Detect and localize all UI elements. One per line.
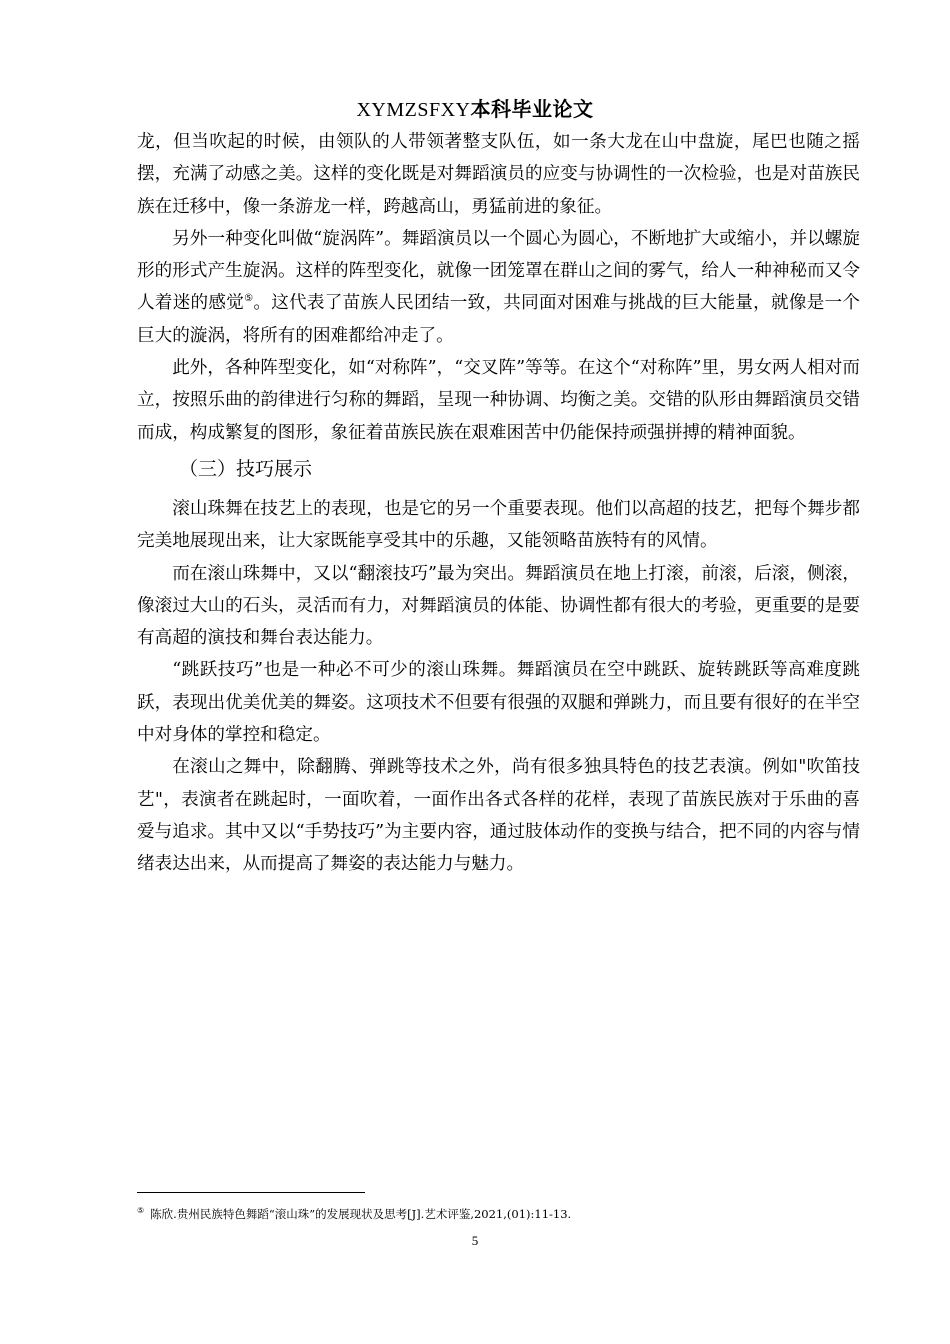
paragraph-text: 另外一种变化叫做“旋涡阵”。舞蹈演员以一个圆心为圆心，不断地扩大或缩小，并以螺旋形的形式产生旋涡。这样的阵型变化，就像一团笼罩在群山之间的雾气，给人一种神秘而又令人着迷的感觉 xyxy=(137,228,860,314)
footnote xyxy=(137,1203,860,1222)
paragraph: “跳跃技巧”也是一种必不可少的滚山珠舞。舞蹈演员在空中跳跃、旋转跳跃等高难度跳跃，表现出优美优美的舞姿。这项技术不但要有很强的双腿和弹跳力，而且要有很好的在半空中对身体的掌控和稳定。 xyxy=(137,660,860,746)
paragraph: 而在滚山珠舞中，又以“翻滚技巧”最为突出。舞蹈演员在地上打滚，前滚，后滚，侧滚，像滚过大山的石头，灵活而有力，对舞蹈演员的体能、协调性都有很大的考验，更重要的是要有高超的演技和舞台表达能力。 xyxy=(137,563,860,649)
paragraph: 在滚山之舞中，除翻腾、弹跳等技术之外，尚有很多独具特色的技艺表演。例如"吹笛技艺"，表演者在跳起时，一面吹着，一面作出各式各样的花样，表现了苗族民族对于乐曲的喜爱与追求。其中又以“手势技巧”为主要内容，通过肢体动作的变换与结合，把不同的内容与情绪表达出来，从而提高了舞姿的表达能力与魅力。 xyxy=(137,757,860,875)
footnote-reference: ⑤ xyxy=(244,293,254,305)
page-number: 5 xyxy=(471,1233,479,1248)
paragraph: 此外，各种阵型变化，如“对称阵”，“交叉阵”等等。在这个“对称阵”里，男女两人相对而立，按照乐曲的韵律进行匀称的舞蹈，呈现一种协调、均衡之美。交错的队形由舞蹈演员交错而成，构成繁复的图形，象征着苗族民族在艰难困苦中仍能保持顽强拼搏的精神面貌。 xyxy=(137,358,860,443)
paragraph-text: 。这代表了苗族人民团结一致，共同面对困难与挑战的巨大能量，就像是一个巨大的漩涡，将所有的困难都给冲走了。 xyxy=(137,293,860,346)
header-code: XYMZSFXY xyxy=(356,99,471,121)
paragraph xyxy=(137,223,860,352)
footnote-mark: ⑤ xyxy=(137,1206,145,1215)
header-title: 本科毕业论文 xyxy=(470,97,594,121)
footnote-text: 陈欣.贵州民族特色舞蹈“滚山珠”的发展现状及思考[J].艺术评鉴,2021,(01):11-13. xyxy=(150,1206,572,1221)
paragraph: 龙，但当吹起的时候，由领队的人带领著整支队伍，如一条大龙在山中盘旋，尾巴也随之摇摆，充满了动感之美。这样的变化既是对舞蹈演员的应变与协调性的一次检验，也是对苗族民族在迁移中，像一条游龙一样，跨越高山，勇猛前进的象征。 xyxy=(137,132,860,217)
section-heading: （三）技巧展示 xyxy=(179,457,313,480)
footnote-separator xyxy=(137,1192,365,1193)
body-text xyxy=(137,126,860,881)
page-header xyxy=(0,95,950,124)
paragraph: 滚山珠舞在技艺上的表现，也是它的另一个重要表现。他们以高超的技艺，把每个舞步都完美地展现出来，让大家既能享受其中的乐趣，又能领略苗族特有的风情。 xyxy=(137,498,860,552)
